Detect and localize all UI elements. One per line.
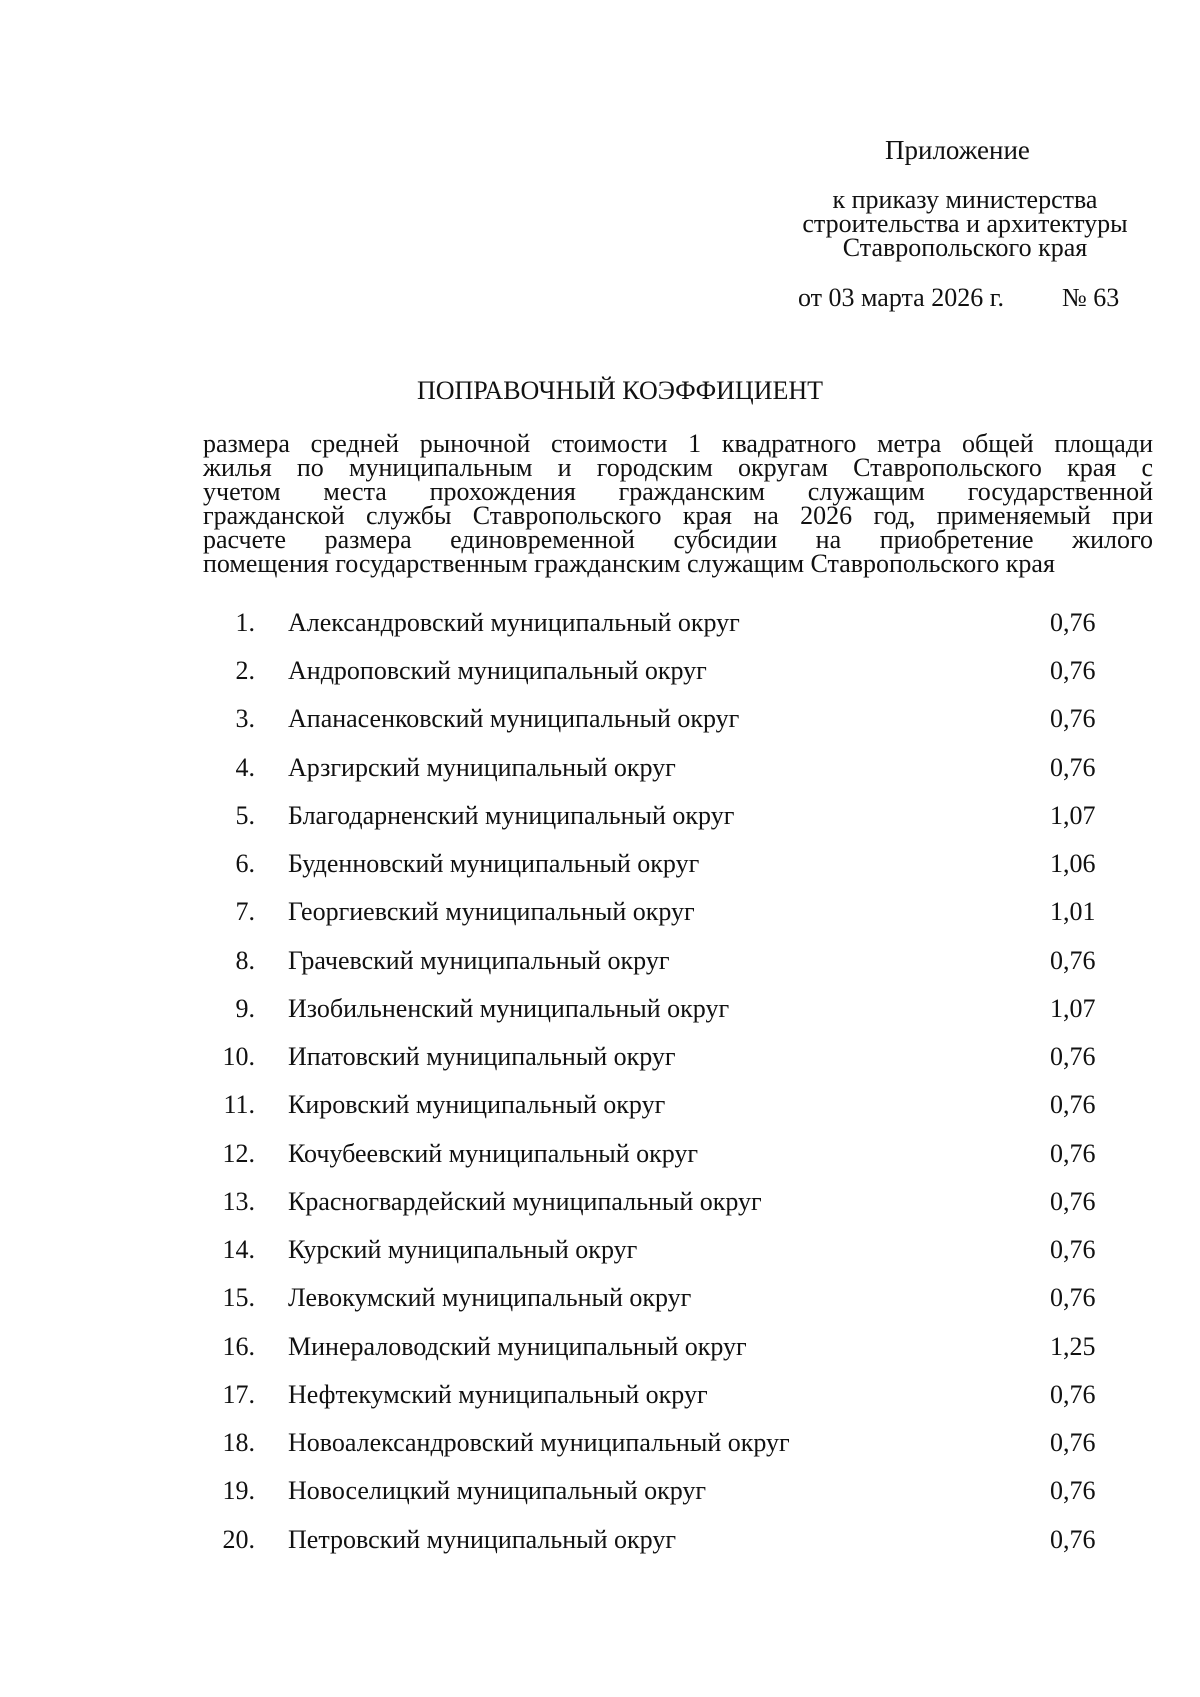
district-name: Буденновский муниципальный округ (288, 849, 700, 878)
coefficient-value: 0,76 (1050, 704, 1096, 733)
coefficient-value: 0,76 (1050, 1525, 1096, 1554)
list-item (0, 1375, 1200, 1415)
list-item (0, 748, 1200, 788)
item-number: 6. (235, 849, 255, 878)
order-number: № 63 (1062, 283, 1120, 312)
document-title: ПОПРАВОЧНЫЙ КОЭФФИЦИЕНТ (416, 376, 824, 405)
district-name: Изобильненский муниципальный округ (288, 994, 730, 1023)
item-number: 2. (235, 656, 255, 685)
coefficient-value: 1,01 (1050, 897, 1096, 926)
district-name: Новоалександровский муниципальный округ (288, 1428, 790, 1457)
subtitle-line: помещения государственным гражданским служащим Ставропольского края (203, 549, 1055, 578)
list-item (0, 796, 1200, 836)
coefficient-value: 0,76 (1050, 608, 1096, 637)
coefficient-value: 1,25 (1050, 1332, 1096, 1361)
item-number: 19. (222, 1476, 255, 1505)
coefficient-value: 1,07 (1050, 994, 1096, 1023)
district-name: Благодарненский муниципальный округ (288, 801, 735, 830)
item-number: 20. (222, 1525, 255, 1554)
coefficient-value: 0,76 (1050, 1139, 1096, 1168)
list-item (0, 699, 1200, 739)
district-name: Апанасенковский муниципальный округ (288, 704, 740, 733)
list-item (0, 1134, 1200, 1174)
district-name: Грачевский муниципальный округ (288, 946, 670, 975)
list-item (0, 651, 1200, 691)
list-item (0, 1085, 1200, 1125)
list-item (0, 1423, 1200, 1463)
district-name: Минераловодский муниципальный округ (288, 1332, 747, 1361)
order-reference (770, 185, 1160, 262)
item-number: 10. (222, 1042, 255, 1071)
subtitle-line: расчете размера единовременной субсидии на приобретение жилого (203, 525, 1153, 554)
item-number: 16. (222, 1332, 255, 1361)
item-number: 12. (222, 1139, 255, 1168)
list-item (0, 603, 1200, 643)
item-number: 17. (222, 1380, 255, 1409)
coefficient-value: 0,76 (1050, 1283, 1096, 1312)
coefficient-value: 1,06 (1050, 849, 1096, 878)
district-name: Ипатовский муниципальный округ (288, 1042, 676, 1071)
district-name: Андроповский муниципальный округ (288, 656, 707, 685)
subtitle-line: гражданской службы Ставропольского края на 2026 год, применяемый при (203, 501, 1153, 530)
subtitle-line: жилья по муниципальным и городским округам Ставропольского края с (203, 453, 1153, 482)
district-name: Петровский муниципальный округ (288, 1525, 676, 1554)
list-item (0, 844, 1200, 884)
item-number: 1. (235, 608, 255, 637)
list-item (0, 892, 1200, 932)
list-item (0, 941, 1200, 981)
coefficient-value: 0,76 (1050, 1428, 1096, 1457)
coefficient-value: 0,76 (1050, 946, 1096, 975)
district-name: Георгиевский муниципальный округ (288, 897, 695, 926)
item-number: 9. (235, 994, 255, 1023)
item-number: 8. (235, 946, 255, 975)
district-name: Курский муниципальный округ (288, 1235, 638, 1264)
item-number: 4. (235, 753, 255, 782)
coefficient-value: 0,76 (1050, 1187, 1096, 1216)
district-name: Новоселицкий муниципальный округ (288, 1476, 707, 1505)
coefficient-value: 0,76 (1050, 1042, 1096, 1071)
order-reference-line: к приказу министерства (832, 185, 1098, 214)
district-name: Александровский муниципальный округ (288, 608, 740, 637)
item-number: 7. (235, 897, 255, 926)
order-date: от 03 марта 2026 г. (798, 283, 1004, 312)
item-number: 5. (235, 801, 255, 830)
list-item (0, 1520, 1200, 1560)
list-item (0, 1182, 1200, 1222)
district-name: Нефтекумский муниципальный округ (288, 1380, 708, 1409)
list-item (0, 1327, 1200, 1367)
district-name: Арзгирский муниципальный округ (288, 753, 676, 782)
coefficient-value: 0,76 (1050, 1476, 1096, 1505)
item-number: 13. (222, 1187, 255, 1216)
district-name: Кировский муниципальный округ (288, 1090, 666, 1119)
district-name: Красногвардейский муниципальный округ (288, 1187, 762, 1216)
list-item (0, 1037, 1200, 1077)
list-item (0, 1278, 1200, 1318)
district-name: Кочубеевский муниципальный округ (288, 1139, 699, 1168)
subtitle-line: учетом места прохождения гражданским служащим государственной (203, 477, 1153, 506)
item-number: 11. (223, 1090, 255, 1119)
coefficient-value: 0,76 (1050, 1090, 1096, 1119)
appendix-title: Приложение (885, 135, 1030, 165)
district-name: Левокумский муниципальный округ (288, 1283, 692, 1312)
item-number: 3. (235, 704, 255, 733)
coefficient-value: 0,76 (1050, 656, 1096, 685)
document-subtitle (203, 429, 1153, 578)
list-item (0, 1471, 1200, 1511)
item-number: 15. (222, 1283, 255, 1312)
item-number: 18. (222, 1428, 255, 1457)
coefficient-value: 0,76 (1050, 1235, 1096, 1264)
list-item (0, 1230, 1200, 1270)
order-reference-line: Ставропольского края (842, 233, 1088, 262)
item-number: 14. (222, 1235, 255, 1264)
order-reference-line: строительства и архитектуры (802, 209, 1128, 238)
subtitle-line: размера средней рыночной стоимости 1 квадратного метра общей площади (203, 429, 1153, 458)
coefficient-value: 0,76 (1050, 753, 1096, 782)
coefficient-value: 1,07 (1050, 801, 1096, 830)
list-item (0, 989, 1200, 1029)
coefficient-value: 0,76 (1050, 1380, 1096, 1409)
